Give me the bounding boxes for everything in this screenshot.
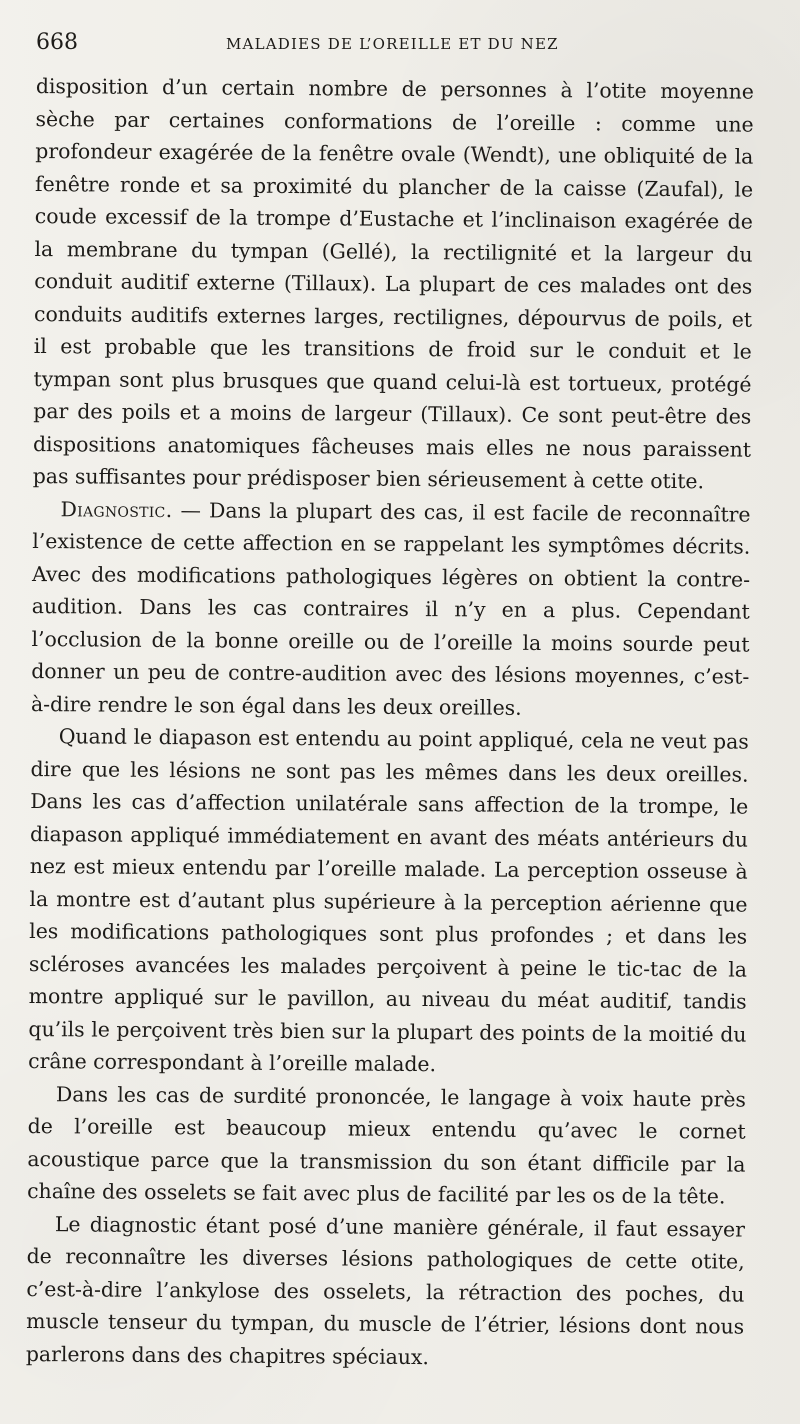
body-text (26, 70, 754, 1376)
diagnostic-text: — Dans la plupart des cas, il est facile de reconnaître l’existence de cette affection en se rappelant les symptômes décrits. Avec des modifications pathologiques légères on obtient la contre-audition. Dans les cas contraires il n’y en a plus. Cependant l’occlusion de la bonne oreille ou de l’oreille la moins sourde peut donner un peu de contre-audition avec des lésions moyennes, c’est-à-dire rendre le son égal dans les deux oreilles. (30, 497, 751, 720)
paragraph-5: Le diagnostic étant posé d’une manière générale, il faut essayer de reconnaître les diverses lésions pathologiques de cette otite, c’est-à-dire l’ankylose des osselets, la rétraction des poches, du muscle tenseur du tympan, du muscle de l’étrier, lésions dont nous parlerons dans des chapitres spéciaux. (25, 1211, 746, 1369)
section-label-diagnostic: Diagnostic. (60, 496, 173, 522)
page-header (36, 30, 764, 58)
page-number: 668 (36, 30, 78, 55)
running-head: MALADIES DE L’OREILLE ET DU NEZ (226, 35, 559, 53)
paragraph-1: disposition d’un certain nombre de personnes à l’otite moyenne sèche par certaines conformations de l’oreille : comme une profondeur exagérée de la fenêtre ovale (Wendt), une obliquité de la fenêtre ronde et sa proximité du plancher de la caisse (Zaufal), le coude excessif de la trompe d’Eustache et l’inclinaison exagérée de la membrane du tympan (Gellé), la rectilignité et la largeur du conduit auditif externe (Tillaux). La plupart de ces malades ont des conduits auditifs externes larges, rectilignes, dépourvus de poils, et il est probable que les transitions de froid sur le conduit et le tympan sont plus brusques que quand celui-là est tortueux, protégé par des poils et a moins de largeur (Tillaux). Ce sont peut-être des dispositions anatomiques fâcheuses mais elles ne nous paraissent pas suffisantes pour prédisposer bien sérieusement à cette otite. (32, 73, 754, 494)
diagnostic-paragraph (31, 492, 751, 725)
paragraph-3: Quand le diapason est entendu au point appliqué, cela ne veut pas dire que les lésions ne sont pas les mêmes dans les deux oreilles. Dans les cas d’affection unilatérale sans affection de la trompe, le diapason appliqué immédiatement en avant des méats antérieurs du nez est mieux entendu par l’oreille malade. La perception osseuse à la montre est d’autant plus supérieure à la perception aérienne que les modifications pathologiques sont plus profondes ; et dans les scléroses avancées les malades perçoivent à peine le tic-tac de la montre appliqué sur le pavillon, au niveau du méat auditif, tandis qu’ils le perçoivent très bien sur la plupart des points de la moitié du crâne correspondant à l’oreille malade. (28, 724, 749, 1077)
paragraph-4: Dans les cas de surdité prononcée, le langage à voix haute près de l’oreille est beaucoup mieux entendu qu’avec le cornet acoustique parce que la transmission du son étant difficile par la chaîne des osselets se fait avec plus de facilité par les os de la tête. (27, 1081, 747, 1209)
